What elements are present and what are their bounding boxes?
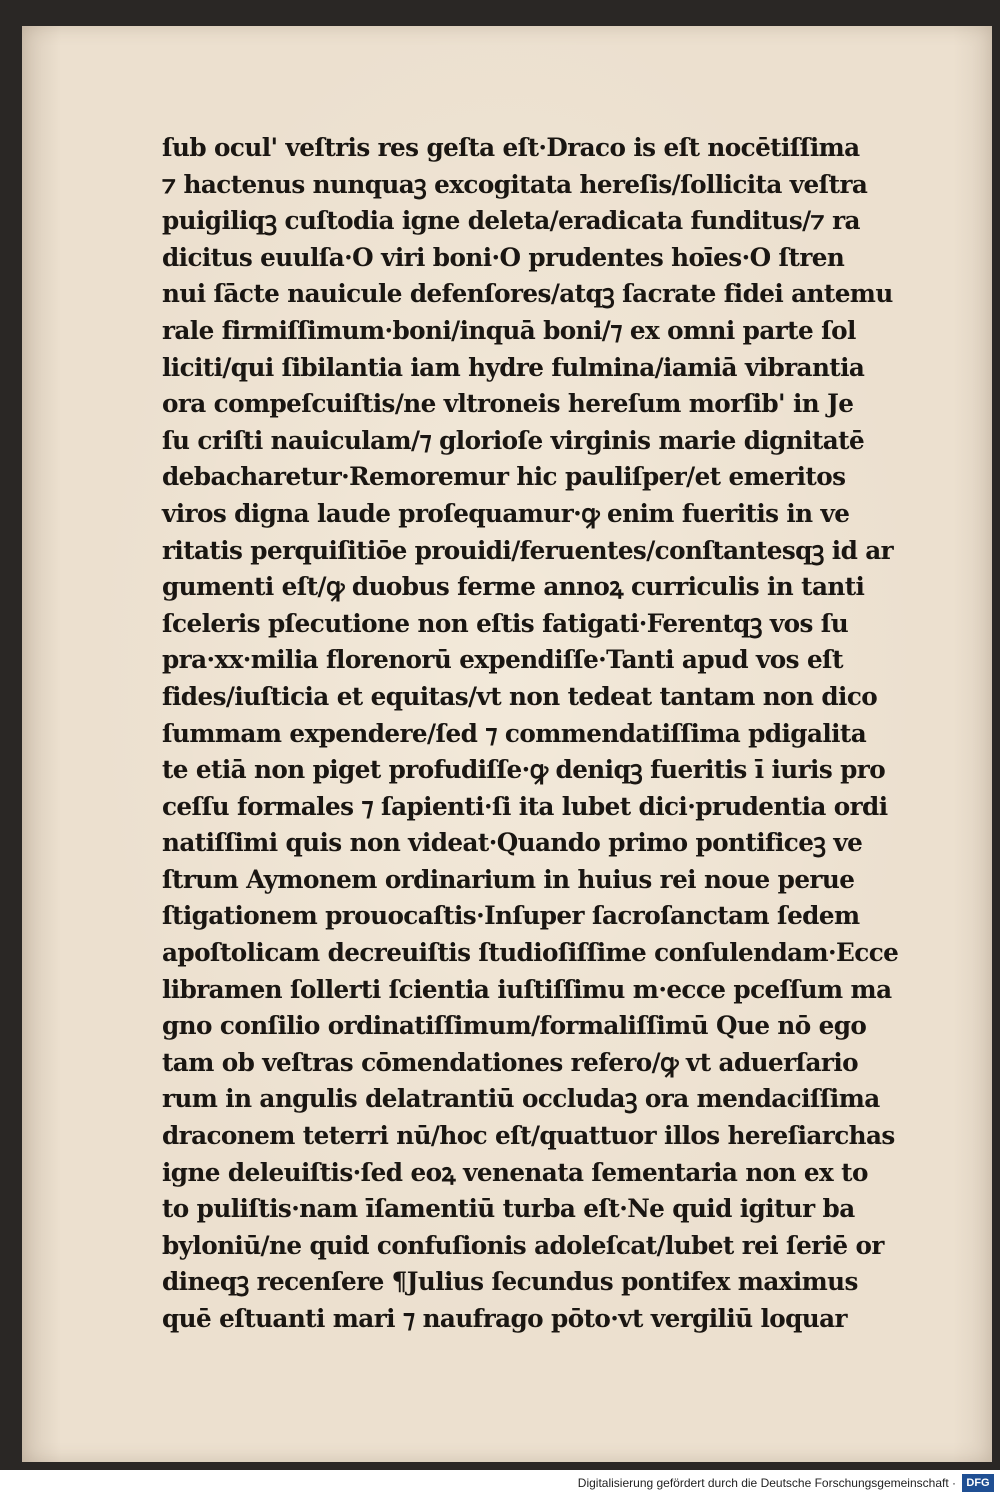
dfg-logo: DFG	[962, 1474, 994, 1492]
text-line: libramen ſollerti ſcientia iuſtiſſimu m·ecce pceſſum ma	[162, 974, 892, 1004]
footer-credit: Digitalisierung gefördert durch die Deutsche Forschungsgemeinschaft ·	[577, 1476, 956, 1490]
text-line: debacharetur·Remoremur hic pauliſper/et emeritos	[162, 462, 846, 492]
text-line: gno conſilio ordinatiſſimum/formaliſſimū Que nō ego	[162, 1011, 867, 1041]
text-line: ora compeſcuiſtis/ne vltroneis hereſum morſib' in Je	[162, 389, 854, 419]
text-line: igne deleuiſtis·ſed eoꝝ venenata ſementaria non ex to	[162, 1157, 868, 1187]
text-line: rum in angulis delatrantiū occludaꝫ ora mendaciſſima	[162, 1084, 880, 1114]
text-line: ſu criſti nauiculam/⁊ glorioſe virginis marie dignitatē	[162, 425, 865, 455]
text-line: ceſſu formales ⁊ ſapienti·ſi ita lubet dici·prudentia ordi	[162, 791, 888, 821]
text-block	[162, 130, 952, 1338]
text-line: ſtigationem prouocaſtis·Inſuper ſacroſanctam ſedem	[162, 901, 860, 931]
text-line: ſub ocul' veſtris res geſta eſt·Draco is eſt nocētiſſima	[162, 133, 860, 162]
text-line: dicitus euulſa·O viri boni·O prudentes hoīes·O ſtren	[162, 242, 845, 272]
text-line: fides/iuſticia et equitas/vt non tedeat tantam non dico	[162, 681, 878, 711]
text-line: dineqꝫ recenſere ¶Julius ſecundus pontifex maximus	[162, 1267, 858, 1297]
text-line: byloniū/ne quid confuſionis adoleſcat/lubet rei ſeriē or	[162, 1230, 884, 1260]
text-line: apoſtolicam decreuiſtis ſtudioſiſſime conſulendam·Ecce	[162, 938, 899, 968]
text-line: ſtrum Aymonem ordinarium in huius rei noue perue	[162, 864, 855, 894]
text-line: ſummam expendere/ſed ⁊ commendatiſſima pdigalita	[162, 718, 867, 748]
text-line: ſceleris pſecutione non eſtis fatigati·Ferentqꝫ vos ſu	[162, 608, 849, 638]
text-line: gumenti eſt/ꝙ duobus ferme annoꝝ curriculis in tanti	[162, 572, 865, 602]
text-line: puigiliqꝫ cuſtodia igne deleta/eradicata funditus/⁊ ra	[162, 206, 860, 236]
text-line: ritatis perquiſitiōe prouidi/feruentes/conſtantesqꝫ id ar	[162, 535, 894, 565]
text-line: draconem teterri nū/hoc eſt/quattuor illos hereſiarchas	[162, 1121, 895, 1151]
text-line: natiſſimi quis non videat·Quando primo pontificeꝫ ve	[162, 828, 863, 858]
text-line: nui ſācte nauicule defenſores/atqꝫ ſacrate fidei antemu	[162, 279, 893, 309]
text-line: te etiā non piget profudiſſe·ꝙ deniqꝫ fueritis ī iuris pro	[162, 755, 886, 785]
book-page	[22, 26, 992, 1462]
text-line: ⁊ hactenus nunquaꝫ excogitata hereſis/ſollicita veſtra	[162, 169, 868, 199]
text-line: tam ob veſtras cōmendationes refero/ꝙ vt aduerſario	[162, 1047, 858, 1077]
text-line: rale firmiſſimum·boni/inquā boni/⁊ ex omni parte ſol	[162, 315, 856, 345]
text-line: to puliſtis·nam īſamentiū turba eſt·Ne quid igitur ba	[162, 1194, 855, 1224]
text-line: liciti/qui ſibilantia iam hydre fulmina/iamiā vibrantia	[162, 352, 865, 382]
text-line: pra·xx·milia florenorū expendiſſe·Tanti apud vos eſt	[162, 645, 843, 675]
footer-bar	[0, 1470, 1000, 1497]
text-line: viros digna laude proſequamur·ꝙ enim fueritis in ve	[162, 498, 850, 528]
text-line: quē eſtuanti mari ⁊ naufrago pōto·vt vergiliū loquar	[162, 1304, 847, 1333]
